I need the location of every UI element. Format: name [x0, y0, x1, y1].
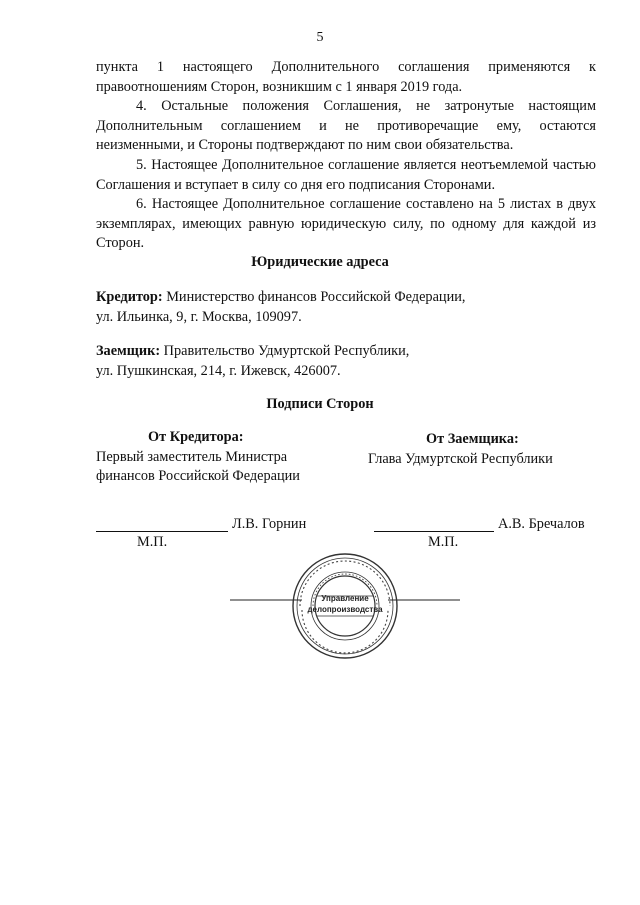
- creditor-address-block: [96, 288, 465, 327]
- agreement-body: [96, 58, 596, 254]
- borrower-position: Глава Удмуртской Республики: [368, 450, 553, 467]
- paragraph-continuation: пункта 1 настоящего Дополнительного соглашения применяются к правоотношениям Сторон, возникшим с 1 января 2019 года.: [96, 59, 596, 95]
- borrower-address: ул. Пушкинская, 214, г. Ижевск, 426007.: [96, 362, 341, 379]
- creditor-label: Кредитор:: [96, 289, 163, 305]
- page-number: 5: [316, 30, 324, 45]
- creditor-position-line1: Первый заместитель Министра: [96, 448, 288, 465]
- creditor-signature-line: [96, 531, 228, 532]
- legal-addresses-heading: Юридические адреса: [251, 254, 389, 270]
- creditor-position-line2: финансов Российской Федерации: [96, 468, 300, 485]
- stamp-center-line1: Управление: [321, 594, 369, 603]
- official-stamp: [228, 550, 464, 662]
- signatures-heading: Подписи Сторон: [266, 396, 374, 412]
- paragraph-5: 5. Настоящее Дополнительное соглашение является неотъемлемой частью Соглашения и вступает в силу со дня его подписания Сторонами.: [96, 156, 596, 193]
- borrower-label: Заемщик:: [96, 343, 161, 359]
- creditor-signature-block: [96, 428, 356, 487]
- borrower-address-block: [96, 342, 409, 381]
- creditor-seal-place: М.П.: [137, 534, 168, 550]
- stamp-center-line2: делопроизводства: [307, 605, 383, 614]
- borrower-signature-line: [374, 531, 494, 532]
- paragraph-4: 4. Остальные положения Соглашения, не затронутые настоящим Дополнительным соглашением и не противоречащие ему, остаются неизменными, и Стороны подтверждают по ним свои обязательства.: [96, 98, 596, 154]
- creditor-side-label: От Кредитора:: [148, 429, 244, 445]
- borrower-name: Правительство Удмуртской Республики,: [163, 343, 410, 359]
- borrower-seal-place: М.П.: [428, 534, 459, 550]
- paragraph-6: 6. Настоящее Дополнительное соглашение составлено на 5 листах в двух экземплярах, имеющих равную юридическую силу, по одному для каждой из Сторон.: [96, 196, 596, 252]
- stamp-seal-graphic: [228, 550, 464, 662]
- borrower-signer-name: А.В. Бречалов: [498, 516, 585, 532]
- creditor-address: ул. Ильинка, 9, г. Москва, 109097.: [96, 308, 302, 325]
- borrower-signature-block: [368, 430, 598, 469]
- creditor-name: Министерство финансов Российской Федерации,: [166, 289, 466, 305]
- creditor-signer-name: Л.В. Горнин: [232, 516, 307, 532]
- borrower-side-label: От Заемщика:: [426, 431, 519, 447]
